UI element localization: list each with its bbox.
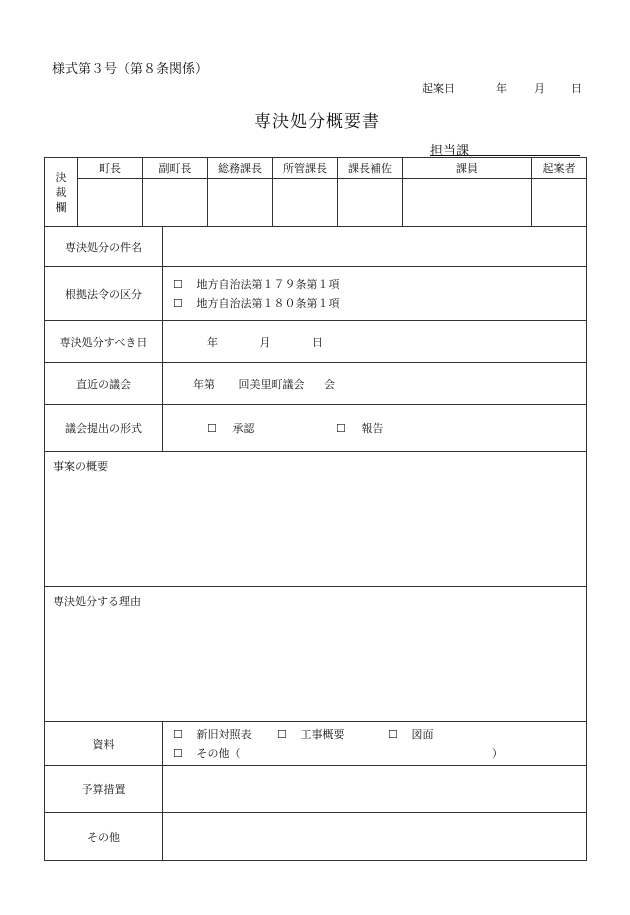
approval-col-assistant-chief: 課長補佐 bbox=[338, 158, 403, 179]
form-number: 様式第３号（第８条関係） bbox=[52, 62, 209, 77]
session-meeting-label: 会 bbox=[324, 377, 335, 391]
summary-table bbox=[44, 226, 587, 861]
law-option-179-label: 地方自治法第１７９条第１項 bbox=[196, 277, 340, 291]
approval-table bbox=[44, 157, 587, 227]
draft-day-label: 日 bbox=[571, 82, 582, 95]
stamp-cell-assistant-chief[interactable] bbox=[338, 179, 403, 227]
other-label: その他 bbox=[45, 813, 163, 861]
approval-side-char: 欄 bbox=[55, 200, 67, 214]
department-underline bbox=[430, 155, 580, 156]
approval-col-deputy-mayor: 副町長 bbox=[143, 158, 208, 179]
checkbox-icon[interactable]: ☐ bbox=[277, 727, 287, 741]
approval-side-char: 裁 bbox=[55, 185, 67, 199]
materials-comparison-table-label: 新旧対照表 bbox=[196, 727, 252, 741]
materials-label: 資料 bbox=[45, 722, 163, 766]
session-council-label: 回美里町議会 bbox=[238, 377, 305, 391]
checkbox-icon[interactable]: ☐ bbox=[207, 422, 217, 435]
date-year-label: 年 bbox=[207, 335, 218, 349]
date-day-label: 日 bbox=[312, 335, 323, 349]
approval-col-mayor: 町長 bbox=[78, 158, 143, 179]
checkbox-icon[interactable]: ☐ bbox=[173, 727, 183, 741]
document-title: 専決処分概要書 bbox=[254, 112, 380, 132]
case-overview-label: 事案の概要 bbox=[53, 460, 108, 473]
draft-date-label: 起案日 bbox=[422, 82, 455, 95]
case-name-label: 専決処分の件名 bbox=[45, 227, 163, 267]
law-option-180[interactable] bbox=[173, 294, 586, 313]
checkbox-icon[interactable]: ☐ bbox=[173, 296, 183, 310]
approval-col-general-affairs-chief: 総務課長 bbox=[208, 158, 273, 179]
disposition-date-label: 専決処分すべき日 bbox=[45, 321, 163, 363]
stamp-cell-mayor[interactable] bbox=[78, 179, 143, 227]
session-year-label: 年第 bbox=[193, 377, 215, 391]
approval-col-staff: 課員 bbox=[403, 158, 532, 179]
disposition-date-field[interactable] bbox=[163, 321, 587, 363]
materials-other-close: ） bbox=[492, 746, 503, 760]
materials-drawing-label: 図面 bbox=[411, 727, 434, 741]
format-approval-label: 承認 bbox=[232, 422, 255, 435]
approval-col-section-chief: 所管課長 bbox=[273, 158, 338, 179]
other-field[interactable] bbox=[163, 813, 587, 861]
format-report-label: 報告 bbox=[361, 422, 384, 435]
approval-col-drafter: 起案者 bbox=[532, 158, 587, 179]
draft-month-label: 月 bbox=[534, 82, 545, 95]
approval-side-char: 決 bbox=[55, 170, 67, 184]
materials-construction-summary-label: 工事概要 bbox=[300, 727, 345, 741]
stamp-cell-section-chief[interactable] bbox=[273, 179, 338, 227]
law-option-179[interactable] bbox=[173, 275, 586, 294]
law-basis-label: 根拠法令の区分 bbox=[45, 267, 163, 321]
date-month-label: 月 bbox=[259, 335, 271, 349]
checkbox-icon[interactable]: ☐ bbox=[173, 746, 183, 760]
submission-format-options bbox=[163, 405, 587, 452]
draft-year-label: 年 bbox=[496, 82, 507, 95]
disposition-reason-label: 専決処分する理由 bbox=[53, 595, 141, 608]
checkbox-icon[interactable]: ☐ bbox=[388, 727, 398, 741]
budget-measure-label: 予算措置 bbox=[45, 766, 163, 813]
law-option-180-label: 地方自治法第１８０条第１項 bbox=[196, 296, 340, 310]
law-basis-options bbox=[163, 267, 587, 321]
stamp-cell-general-affairs-chief[interactable] bbox=[208, 179, 273, 227]
materials-options bbox=[163, 722, 587, 766]
department-label: 担当課 bbox=[430, 144, 470, 159]
case-name-field[interactable] bbox=[163, 227, 587, 267]
checkbox-icon[interactable]: ☐ bbox=[336, 422, 346, 435]
approval-side-label bbox=[45, 158, 78, 227]
budget-measure-field[interactable] bbox=[163, 766, 587, 813]
stamp-cell-staff[interactable] bbox=[403, 179, 532, 227]
stamp-cell-deputy-mayor[interactable] bbox=[143, 179, 208, 227]
case-overview-area[interactable] bbox=[45, 452, 587, 587]
recent-session-label: 直近の議会 bbox=[45, 363, 163, 405]
recent-session-field[interactable] bbox=[163, 363, 587, 405]
checkbox-icon[interactable]: ☐ bbox=[173, 277, 183, 291]
materials-other-label: その他（ bbox=[196, 746, 241, 760]
stamp-cell-drafter[interactable] bbox=[532, 179, 587, 227]
disposition-reason-area[interactable] bbox=[45, 587, 587, 722]
submission-format-label: 議会提出の形式 bbox=[45, 405, 163, 452]
